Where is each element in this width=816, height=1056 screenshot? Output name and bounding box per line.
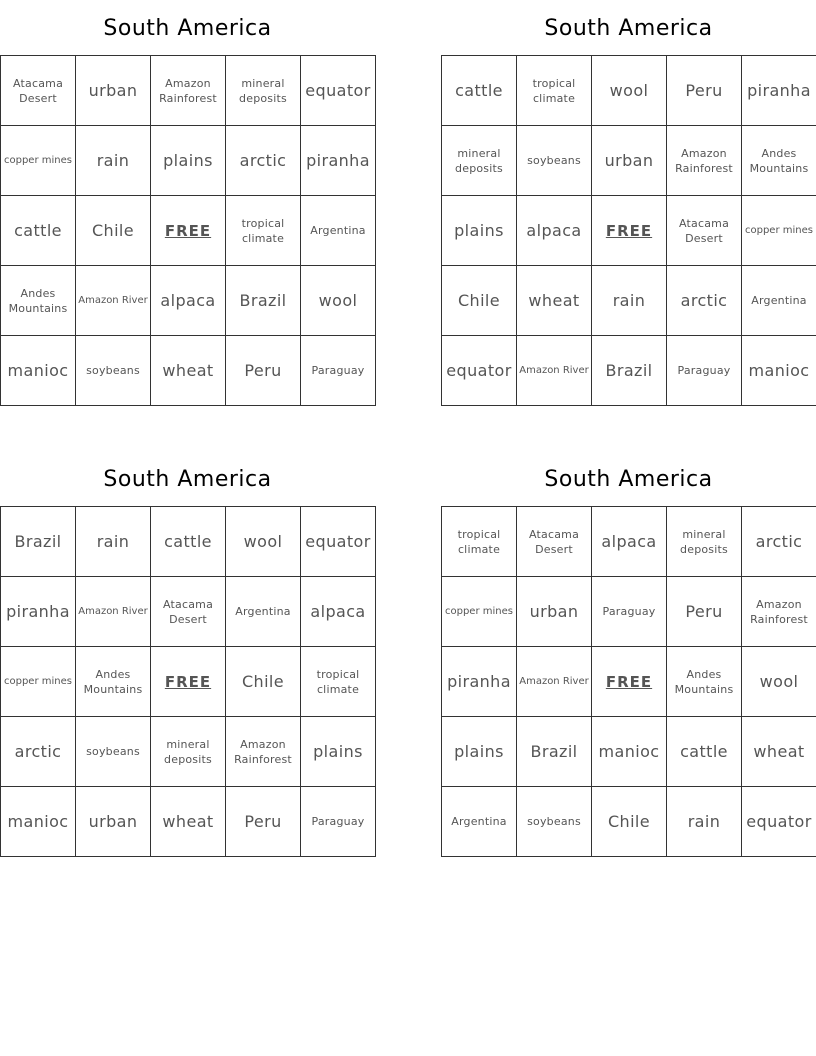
bingo-card-4 — [441, 451, 816, 857]
bingo-cell: tropical climate — [517, 56, 592, 126]
bingo-cell: tropical climate — [442, 507, 517, 577]
bingo-row — [1, 196, 376, 266]
bingo-cell: Peru — [667, 56, 742, 126]
bingo-cell: piranha — [301, 126, 376, 196]
bingo-row — [442, 507, 816, 577]
bingo-cell: piranha — [442, 647, 517, 717]
bingo-cell: plains — [301, 717, 376, 787]
bingo-cell: copper mines — [1, 647, 76, 717]
bingo-cell: wheat — [517, 266, 592, 336]
bingo-row — [1, 577, 376, 647]
card-title: South America — [103, 467, 272, 492]
bingo-cell: Argentina — [442, 787, 517, 857]
bingo-row — [442, 647, 816, 717]
free-space: FREE — [151, 196, 226, 266]
bingo-cell: Amazon Rainforest — [151, 56, 226, 126]
bingo-grid — [0, 506, 376, 857]
bingo-cell: urban — [592, 126, 667, 196]
bingo-row — [1, 266, 376, 336]
bingo-cell: wheat — [151, 336, 226, 406]
bingo-cell: manioc — [1, 336, 76, 406]
bingo-cell: wool — [592, 56, 667, 126]
bingo-cell: arctic — [742, 507, 816, 577]
bingo-cell: equator — [742, 787, 816, 857]
bingo-row — [442, 787, 816, 857]
bingo-row — [442, 126, 816, 196]
bingo-cell: mineral deposits — [151, 717, 226, 787]
bingo-cell: Amazon Rainforest — [742, 577, 816, 647]
bingo-cell: rain — [76, 507, 151, 577]
bingo-cell: piranha — [1, 577, 76, 647]
bingo-cell: Andes Mountains — [742, 126, 816, 196]
bingo-cell: wool — [226, 507, 301, 577]
bingo-cell: Brazil — [226, 266, 301, 336]
bingo-cell: Amazon River — [76, 577, 151, 647]
bingo-card-2 — [441, 0, 816, 406]
bingo-cell: Peru — [226, 787, 301, 857]
bingo-cell: Argentina — [301, 196, 376, 266]
bingo-cell: plains — [442, 196, 517, 266]
bingo-cell: cattle — [667, 717, 742, 787]
bingo-cell: wheat — [151, 787, 226, 857]
bingo-cell: Paraguay — [301, 787, 376, 857]
bingo-cell: Chile — [442, 266, 517, 336]
bingo-cell: Atacama Desert — [517, 507, 592, 577]
bingo-cell: cattle — [442, 56, 517, 126]
bingo-cell: urban — [517, 577, 592, 647]
bingo-cell: Amazon Rainforest — [667, 126, 742, 196]
bingo-cell: wool — [742, 647, 816, 717]
bingo-cell: mineral deposits — [442, 126, 517, 196]
bingo-cell: arctic — [1, 717, 76, 787]
bingo-cell: manioc — [742, 336, 816, 406]
bingo-cell: soybeans — [76, 336, 151, 406]
bingo-cell: rain — [592, 266, 667, 336]
bingo-cell: Chile — [76, 196, 151, 266]
bingo-cell: alpaca — [592, 507, 667, 577]
bingo-grid — [441, 55, 816, 406]
bingo-cell: soybeans — [76, 717, 151, 787]
bingo-cell: Amazon River — [76, 266, 151, 336]
bingo-cell: urban — [76, 787, 151, 857]
bingo-cell: copper mines — [1, 126, 76, 196]
bingo-row — [442, 196, 816, 266]
bingo-cell: wheat — [742, 717, 816, 787]
bingo-cell: arctic — [667, 266, 742, 336]
bingo-cell: arctic — [226, 126, 301, 196]
bingo-row — [442, 336, 816, 406]
bingo-cell: mineral deposits — [226, 56, 301, 126]
bingo-cell: Andes Mountains — [667, 647, 742, 717]
bingo-cell: equator — [442, 336, 517, 406]
bingo-cell: alpaca — [301, 577, 376, 647]
bingo-row — [442, 577, 816, 647]
bingo-row — [1, 336, 376, 406]
bingo-cell: urban — [76, 56, 151, 126]
bingo-cell: Amazon Rainforest — [226, 717, 301, 787]
bingo-cell: tropical climate — [301, 647, 376, 717]
bingo-row — [1, 56, 376, 126]
bingo-cell: Chile — [592, 787, 667, 857]
bingo-cell: Atacama Desert — [151, 577, 226, 647]
bingo-cell: Amazon River — [517, 336, 592, 406]
bingo-cell: soybeans — [517, 787, 592, 857]
bingo-cell: cattle — [1, 196, 76, 266]
bingo-cell: Chile — [226, 647, 301, 717]
bingo-row — [442, 717, 816, 787]
bingo-cell: plains — [442, 717, 517, 787]
bingo-cell: plains — [151, 126, 226, 196]
bingo-cell: cattle — [151, 507, 226, 577]
bingo-cell: Peru — [667, 577, 742, 647]
bingo-cell: rain — [667, 787, 742, 857]
bingo-cell: Peru — [226, 336, 301, 406]
free-space: FREE — [592, 196, 667, 266]
bingo-cell: alpaca — [151, 266, 226, 336]
bingo-cell: manioc — [592, 717, 667, 787]
bingo-cell: Brazil — [592, 336, 667, 406]
bingo-row — [1, 647, 376, 717]
bingo-cell: piranha — [742, 56, 816, 126]
card-title: South America — [103, 16, 272, 41]
bingo-cell: manioc — [1, 787, 76, 857]
bingo-cell: soybeans — [517, 126, 592, 196]
bingo-cell: tropical climate — [226, 196, 301, 266]
bingo-grid — [0, 55, 376, 406]
bingo-cell: Atacama Desert — [1, 56, 76, 126]
free-space: FREE — [592, 647, 667, 717]
card-title: South America — [544, 467, 713, 492]
bingo-cell: copper mines — [742, 196, 816, 266]
free-space: FREE — [151, 647, 226, 717]
bingo-cell: copper mines — [442, 577, 517, 647]
bingo-cell: Andes Mountains — [76, 647, 151, 717]
bingo-cell: rain — [76, 126, 151, 196]
bingo-cell: Brazil — [517, 717, 592, 787]
bingo-cell: Argentina — [226, 577, 301, 647]
bingo-row — [1, 787, 376, 857]
bingo-row — [442, 266, 816, 336]
bingo-row — [1, 126, 376, 196]
bingo-cell: alpaca — [517, 196, 592, 266]
bingo-cell: Atacama Desert — [667, 196, 742, 266]
bingo-cell: Paraguay — [301, 336, 376, 406]
bingo-cell: Brazil — [1, 507, 76, 577]
bingo-grid — [441, 506, 816, 857]
bingo-cell: equator — [301, 56, 376, 126]
bingo-cell: wool — [301, 266, 376, 336]
bingo-cell: equator — [301, 507, 376, 577]
bingo-cell: Paraguay — [592, 577, 667, 647]
bingo-cell: mineral deposits — [667, 507, 742, 577]
bingo-cell: Paraguay — [667, 336, 742, 406]
bingo-row — [1, 507, 376, 577]
card-title: South America — [544, 16, 713, 41]
bingo-cell: Amazon River — [517, 647, 592, 717]
bingo-row — [442, 56, 816, 126]
bingo-card-1 — [0, 0, 375, 406]
bingo-row — [1, 717, 376, 787]
bingo-card-3 — [0, 451, 375, 857]
bingo-cell: Andes Mountains — [1, 266, 76, 336]
bingo-cell: Argentina — [742, 266, 816, 336]
